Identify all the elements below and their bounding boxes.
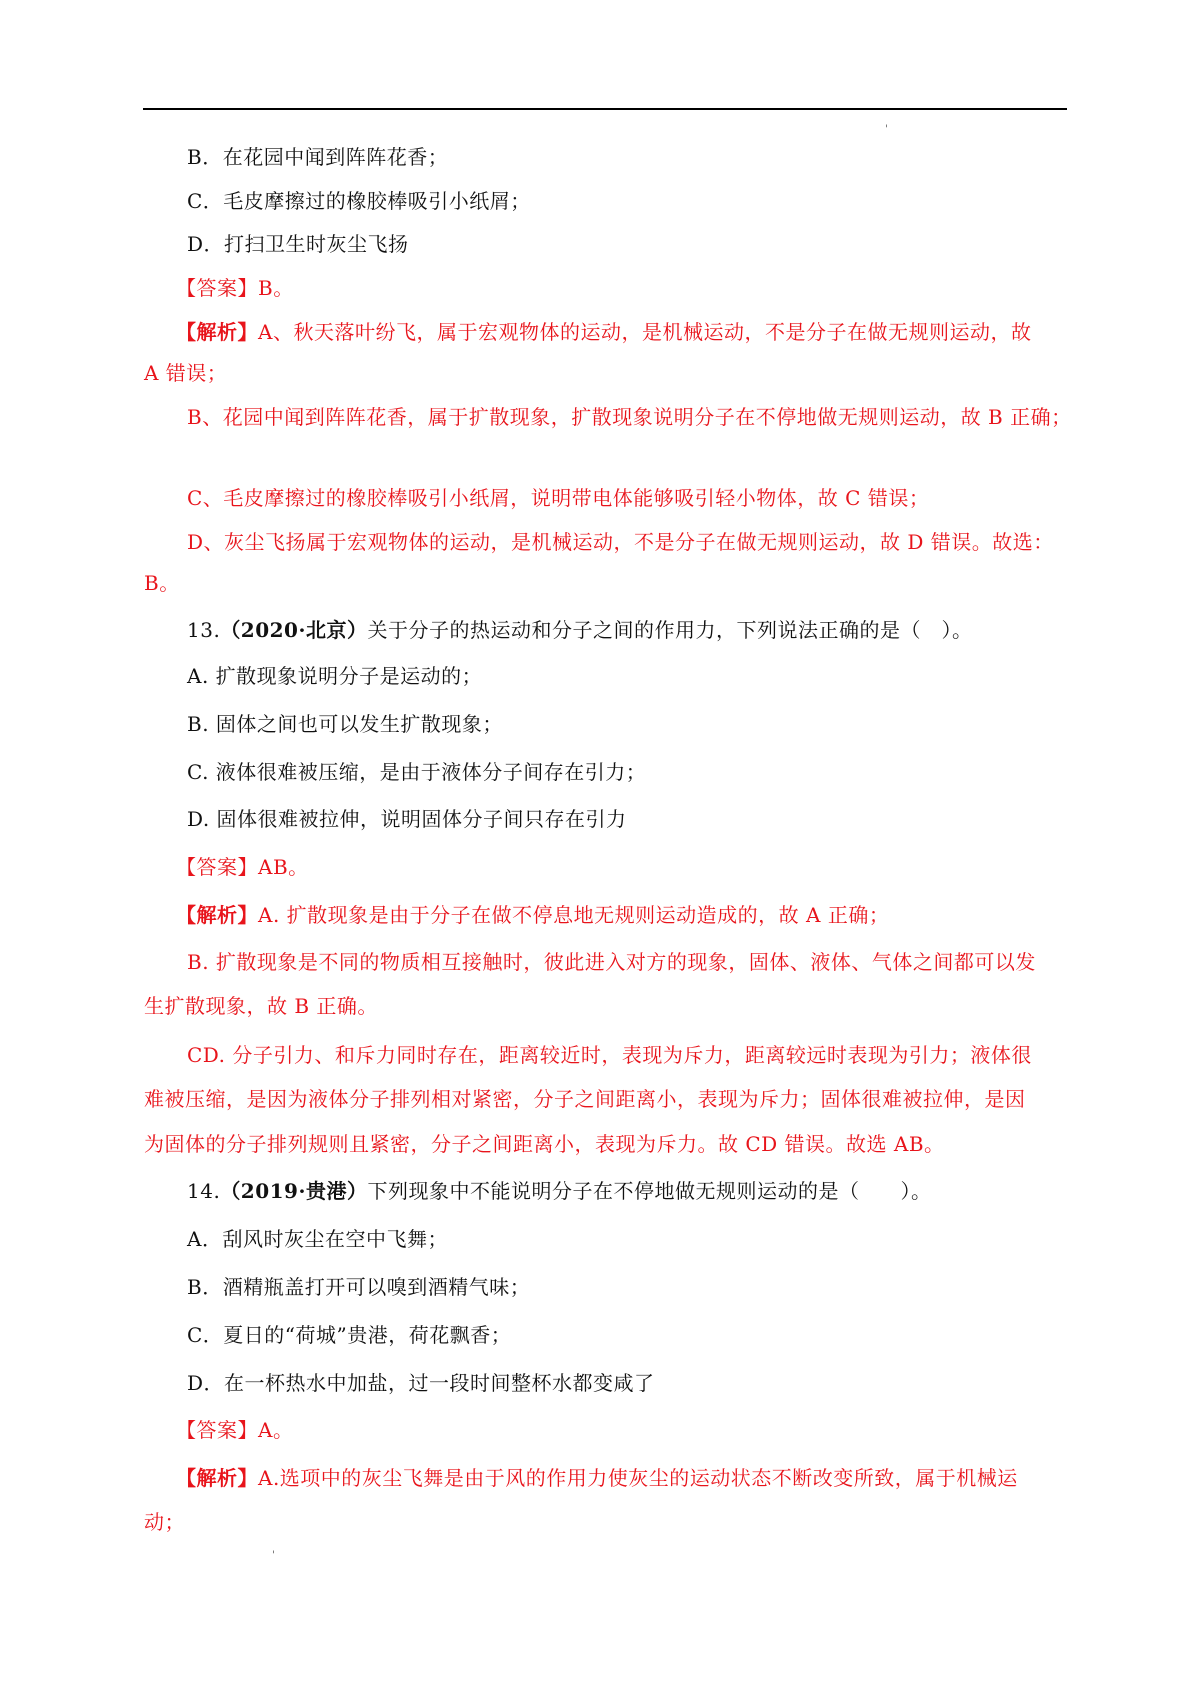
question-source: （2020·北京）	[220, 618, 368, 642]
analysis-text: A. 扩散现象是由于分子在做不停息地无规则运动造成的，故 A 正确；	[258, 903, 890, 927]
q13-option-b: B. 固体之间也可以发生扩散现象；	[187, 712, 503, 736]
q12-analysis-a-cont: A 错误；	[144, 361, 228, 385]
answer-text: A。	[258, 1418, 294, 1442]
q14-answer	[176, 1416, 293, 1444]
q13-analysis-cd: CD. 分子引力、和斥力同时存在，距离较近时，表现为斥力，距离较远时表现为引力；液体很	[187, 1043, 1032, 1067]
q12-analysis-c: C、毛皮摩擦过的橡胶棒吸引小纸屑，说明带电体能够吸引轻小物体，故 C 错误；	[187, 486, 930, 510]
q13-analysis-cd-cont-1: 难被压缩，是因为液体分子排列相对紧密，分子之间距离小，表现为斥力；固体很难被拉伸，是因	[144, 1087, 1026, 1111]
answer-tag: 【答案】	[176, 855, 258, 879]
q14-analysis-a-cont: 动；	[144, 1510, 185, 1534]
q12-analysis-a	[176, 318, 1031, 346]
q14-option-c: C．夏日的“荷城”贵港，荷花飘香；	[187, 1323, 512, 1347]
q13-answer	[176, 853, 309, 881]
question-text: 关于分子的热运动和分子之间的作用力，下列说法正确的是（ ）。	[367, 618, 973, 642]
q13-analysis-a	[176, 901, 889, 929]
question-text: 下列现象中不能说明分子在不停地做无规则运动的是（ ）。	[367, 1179, 932, 1203]
analysis-tag: 【解析】	[176, 1466, 258, 1490]
q12-analysis-d-cont: B。	[144, 571, 180, 595]
q13-option-c: C. 液体很难被压缩，是由于液体分子间存在引力；	[187, 760, 647, 784]
q12-option-b: B．在花园中闻到阵阵花香；	[187, 145, 449, 169]
q14-option-b: B．酒精瓶盖打开可以嗅到酒精气味；	[187, 1275, 531, 1299]
q13-analysis-b: B. 扩散现象是不同的物质相互接触时，彼此进入对方的现象，固体、液体、气体之间都可以发	[187, 950, 1036, 974]
q12-option-d: D．打扫卫生时灰尘飞扬	[187, 232, 409, 256]
answer-tag: 【答案】	[176, 1418, 258, 1442]
q12-analysis-d: D、灰尘飞扬属于宏观物体的运动，是机械运动，不是分子在做无规则运动，故 D 错误。故选：	[187, 530, 1054, 554]
q12-option-c: C．毛皮摩擦过的橡胶棒吸引小纸屑；	[187, 189, 531, 213]
analysis-text: A、秋天落叶纷飞，属于宏观物体的运动，是机械运动，不是分子在做无规则运动，故	[258, 320, 1032, 344]
q12-answer	[176, 274, 294, 302]
question-number: 13.	[187, 618, 221, 642]
question-source: （2019·贵港）	[220, 1179, 368, 1203]
answer-tag: 【答案】	[176, 276, 258, 300]
q14-analysis-a	[176, 1464, 1018, 1492]
q14-option-a: A．刮风时灰尘在空中飞舞；	[187, 1227, 448, 1251]
q13-option-d: D. 固体很难被拉伸，说明固体分子间只存在引力	[187, 807, 627, 831]
q13-analysis-b-cont: 生扩散现象，故 B 正确。	[144, 994, 378, 1018]
answer-text: AB。	[258, 855, 309, 879]
stray-mark: '	[885, 124, 888, 135]
header-rule	[143, 108, 1067, 110]
q13-stem	[187, 616, 972, 644]
q14-option-d: D．在一杯热水中加盐，过一段时间整杯水都变咸了	[187, 1371, 655, 1395]
analysis-tag: 【解析】	[176, 903, 258, 927]
q13-analysis-cd-cont-2: 为固体的分子排列规则且紧密，分子之间距离小，表现为斥力。故 CD 错误。故选 AB。	[144, 1132, 945, 1156]
analysis-tag: 【解析】	[176, 320, 258, 344]
analysis-text: A.选项中的灰尘飞舞是由于风的作用力使灰尘的运动状态不断改变所致，属于机械运	[258, 1466, 1018, 1490]
answer-text: B。	[258, 276, 294, 300]
stray-mark: '	[272, 1550, 275, 1561]
q12-analysis-b: B、花园中闻到阵阵花香，属于扩散现象，扩散现象说明分子在不停地做无规则运动，故 B 正确；	[187, 405, 1072, 429]
q13-option-a: A. 扩散现象说明分子是运动的；	[187, 664, 483, 688]
question-number: 14.	[187, 1179, 221, 1203]
q14-stem	[187, 1177, 931, 1205]
